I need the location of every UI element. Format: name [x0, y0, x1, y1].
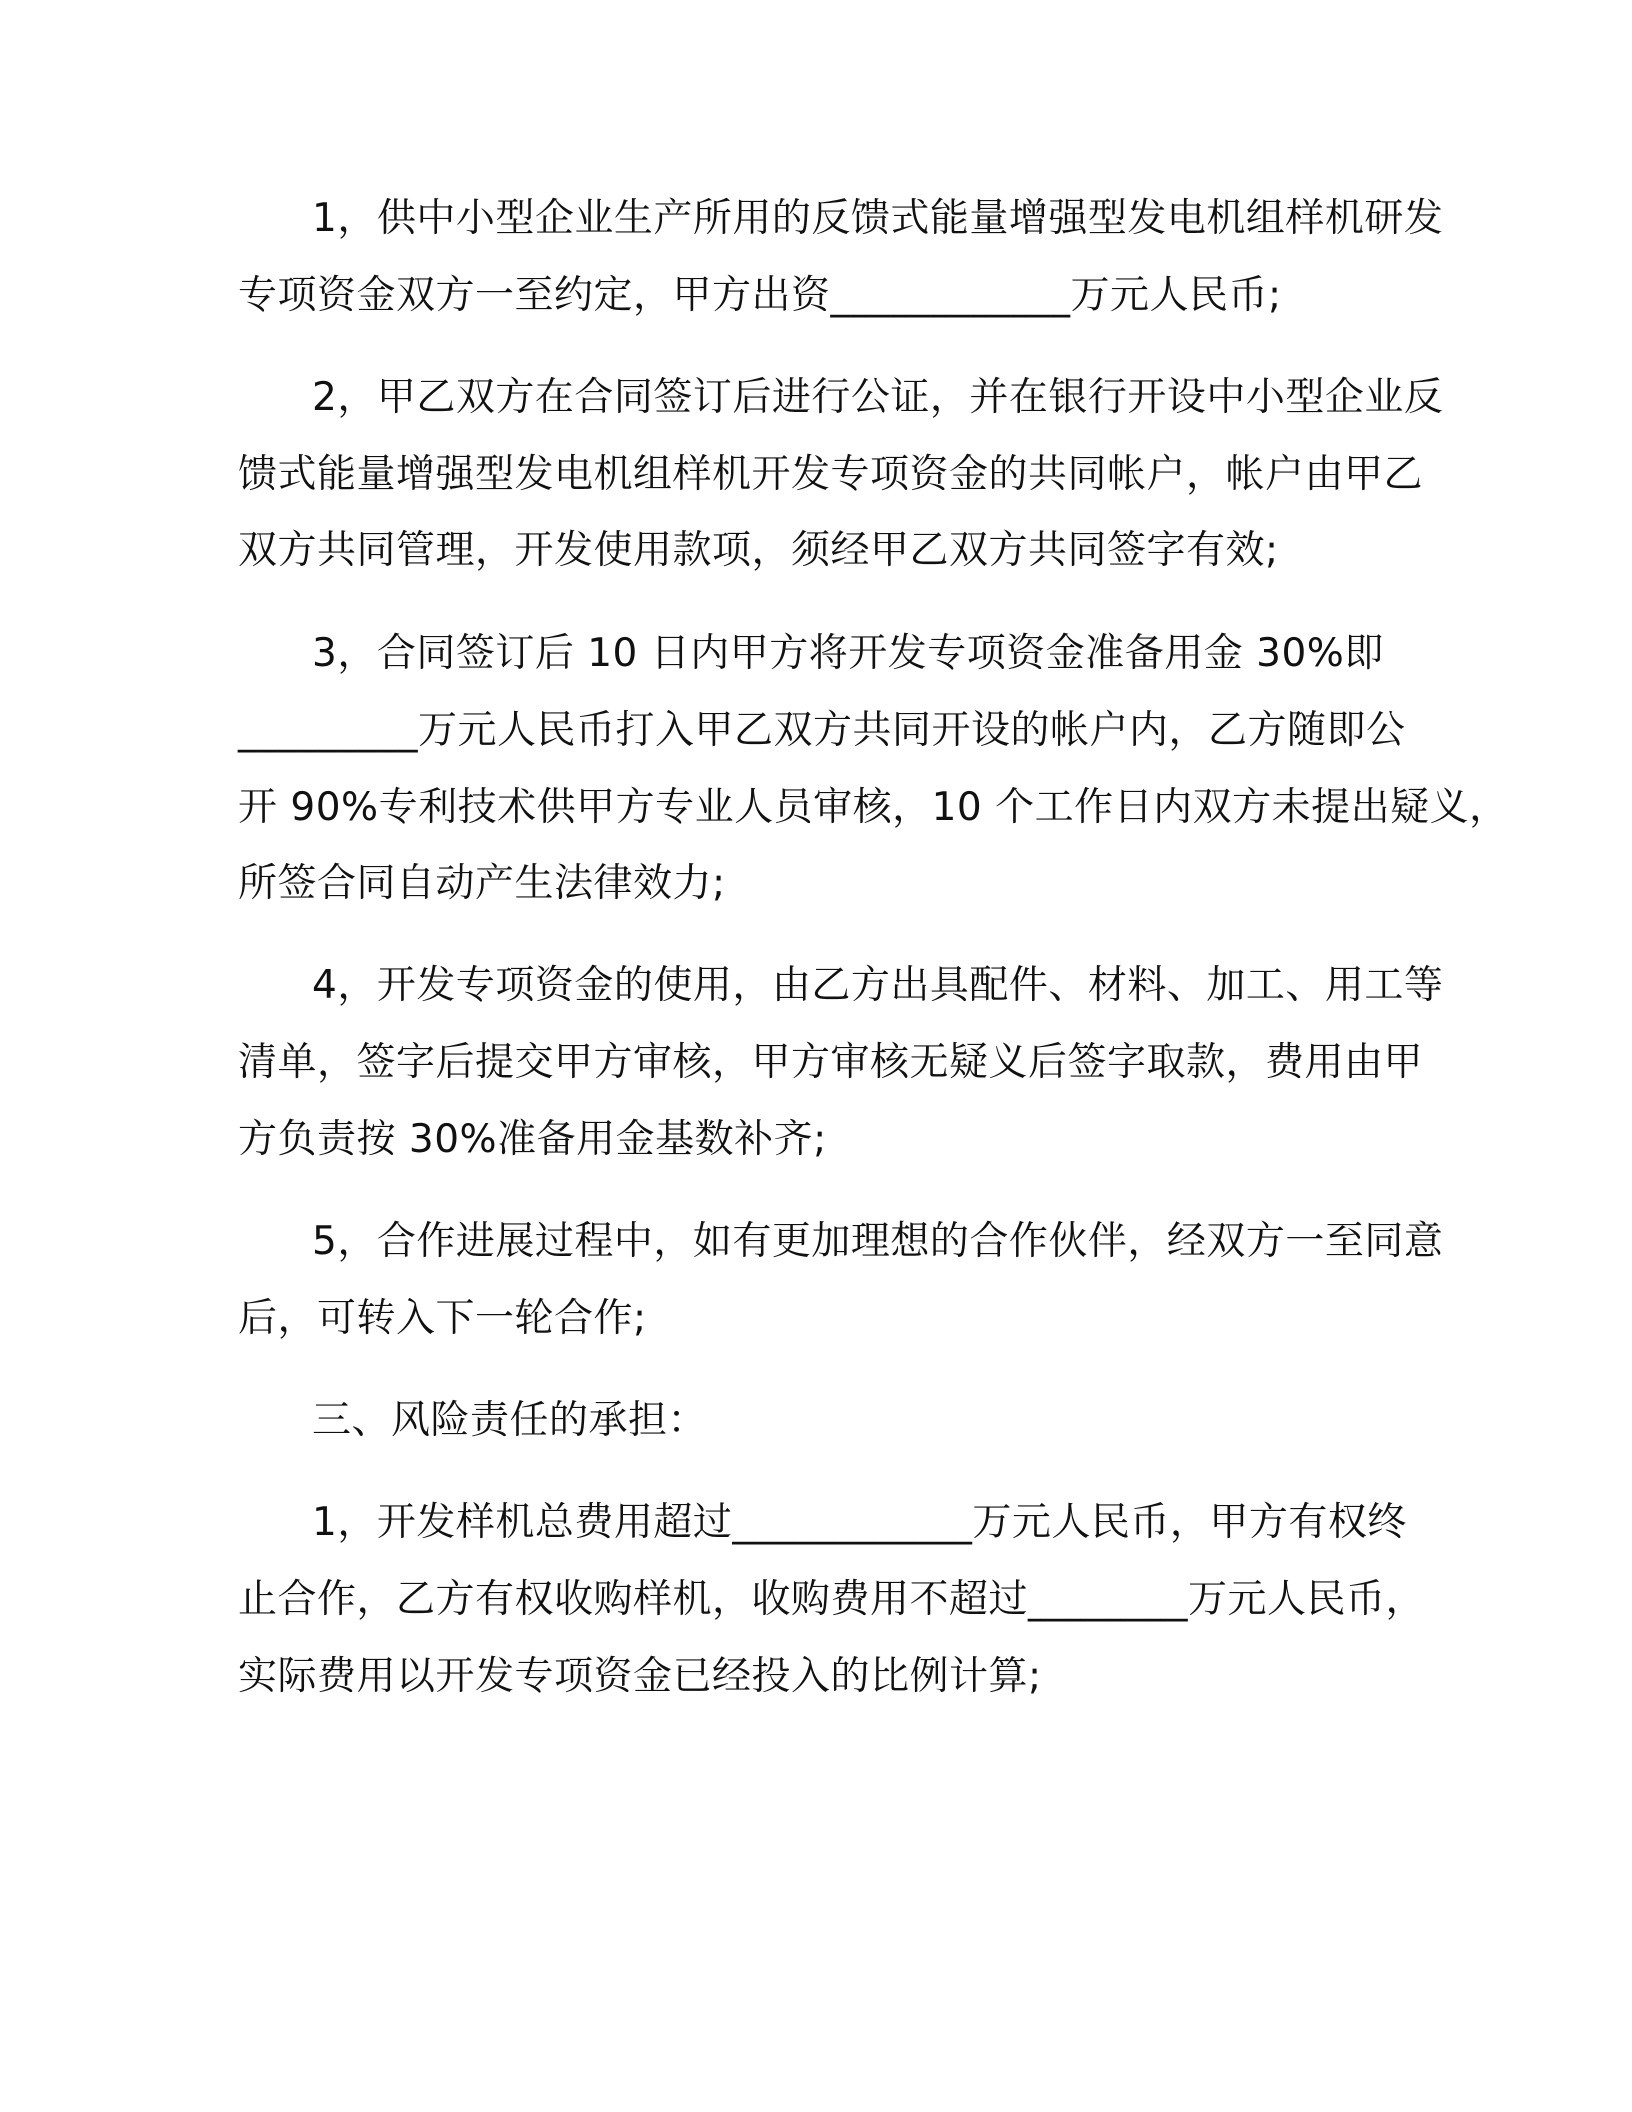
clause-5-line-2: 后，可转入下一轮合作; — [238, 1296, 647, 1341]
clause-2-line-2: 馈式能量增强型发电机组样机开发专项资金的共同帐户，帐户由甲乙 — [238, 452, 1424, 497]
section-3-heading: 三、风险责任的承担： — [312, 1398, 708, 1443]
clause-2-line-1: 2，甲乙双方在合同签订后进行公证，并在银行开设中小型企业反 — [312, 375, 1444, 420]
risk-clause-1-line-3: 实际费用以开发专项资金已经投入的比例计算; — [238, 1654, 1042, 1699]
clause-4-line-1: 4，开发专项资金的使用，由乙方出具配件、材料、加工、用工等 — [312, 963, 1444, 1008]
clause-2-line-3: 双方共同管理，开发使用款项，须经甲乙双方共同签字有效; — [238, 528, 1279, 573]
clause-1-line-1: 1，供中小型企业生产所用的反馈式能量增强型发电机组样机研发 — [312, 196, 1444, 241]
clause-4-line-3: 方负责按 30%准备用金基数补齐; — [238, 1117, 827, 1162]
clause-3-line-3: 开 90%专利技术供甲方专业人员审核，10 个工作日内双方未提出疑义， — [238, 785, 1509, 830]
clause-5-line-1: 5，合作进展过程中，如有更加理想的合作伙伴，经双方一至同意 — [312, 1219, 1444, 1264]
clause-3-line-1: 3，合同签订后 10 日内甲方将开发专项资金准备用金 30%即 — [312, 631, 1384, 676]
clause-3-line-2: _________万元人民币打入甲乙双方共同开设的帐户内，乙方随即公 — [238, 708, 1406, 753]
clause-3-line-4: 所签合同自动产生法律效力; — [238, 861, 726, 906]
clause-1-line-2: 专项资金双方一至约定，甲方出资____________万元人民币; — [238, 273, 1282, 318]
risk-clause-1-line-2: 止合作，乙方有权收购样机，收购费用不超过________万元人民币， — [238, 1577, 1426, 1622]
clause-4-line-2: 清单，签字后提交甲方审核，甲方审核无疑义后签字取款，费用由甲 — [238, 1040, 1424, 1085]
risk-clause-1-line-1: 1，开发样机总费用超过____________万元人民币，甲方有权终 — [312, 1500, 1407, 1545]
